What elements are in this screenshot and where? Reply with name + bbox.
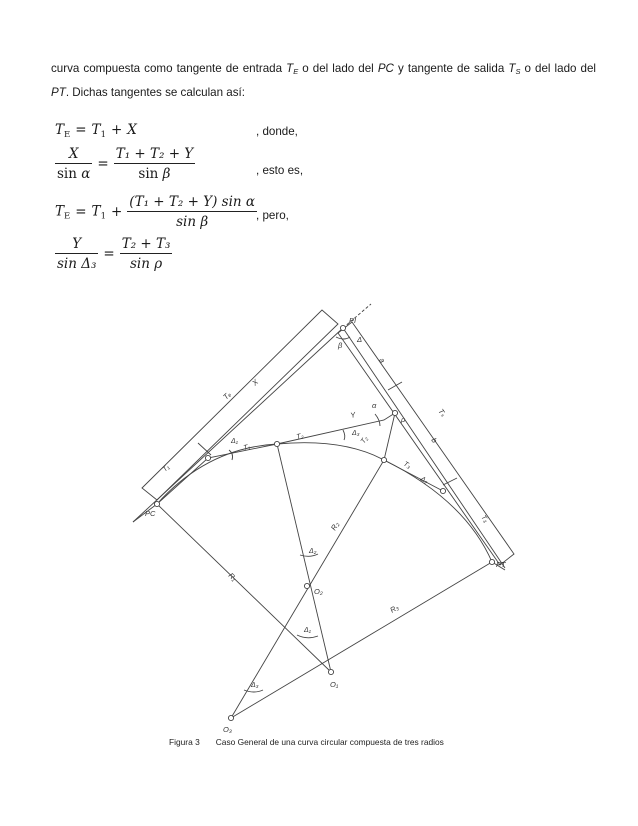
equation-3: $T_E = T_1$ + $\frac{\text{(T₁ + T₂ + Y) sin α}}{\text{sin β}}$ <box>55 194 256 230</box>
label-alpha: α <box>372 401 377 410</box>
label-b: b <box>429 436 440 445</box>
arc-radius-1 <box>157 444 277 504</box>
arc-radius-3 <box>384 460 492 562</box>
label-d3-top: Δ₃ <box>352 430 360 437</box>
label-r3: R₃ <box>388 602 401 615</box>
label-x: X <box>250 377 261 388</box>
equation-4: $\frac{Y}{\text{sin Δ₃}}$ = $\frac{\text{T₂ + T₃}}{\text{sin ρ}}$ <box>57 236 171 272</box>
t3-point <box>440 488 445 493</box>
pcc2-point <box>381 457 386 462</box>
pc-point <box>154 501 159 506</box>
radius-3-line <box>231 562 492 718</box>
figure-caption-text: Caso General de una curva circular compuesta de tres radios <box>215 737 444 747</box>
label-r1: R₁ <box>226 570 239 583</box>
label-d1-low: Δ₁ <box>304 627 311 634</box>
angle-arc-delta1 <box>229 450 233 460</box>
t1-point <box>205 455 210 460</box>
label-rho: ρ <box>401 415 406 424</box>
intro-paragraph: curva compuesta como tangente de entrada $T_E$ o del lado del PC y tangente de salida $T_S$ o del lado del PT. Dichas tangentes se calculan así: <box>51 62 596 99</box>
angle-arc-delta3 <box>375 414 380 426</box>
pt-point <box>489 559 494 564</box>
label-o1: O₁ <box>330 680 339 689</box>
tangent-intersection-point <box>392 410 397 415</box>
label-pi: PI <box>349 316 357 325</box>
label-pt: PT <box>496 560 506 569</box>
label-te: Tₑ <box>221 389 233 402</box>
o3-point <box>228 715 233 720</box>
label-delta: Δ <box>357 335 363 344</box>
label-y: Y <box>349 410 357 420</box>
equation-3-condition: , pero, <box>256 209 289 222</box>
angle-arc-o1 <box>297 635 318 638</box>
label-pc: PC <box>145 509 156 518</box>
equation-1-condition: , donde, <box>256 125 298 138</box>
label-d3-low: Δ₃ <box>251 682 259 689</box>
label-o3: O₃ <box>223 725 232 734</box>
figure-number: Figura 3 <box>169 737 200 747</box>
tangent-extension-line <box>343 304 371 328</box>
equation-1: $T_E = T_1 + X$ <box>55 122 137 140</box>
o2-point <box>304 583 309 588</box>
equation-3-fraction: $\frac{\text{(T₁ + T₂ + Y) sin α}}{\text{sin β}}$ <box>129 194 256 230</box>
label-t3-a: T₃ <box>402 460 412 471</box>
figure-caption <box>169 737 444 747</box>
tangent-segment-upper <box>384 413 395 460</box>
label-d2-mid: Δ₂ <box>309 548 317 555</box>
label-a: a <box>377 356 388 365</box>
label-t3-b: T₃ <box>479 514 490 524</box>
label-t2-b: T₂ <box>359 435 370 446</box>
angle-arc-delta2 <box>343 430 345 440</box>
o1-point <box>328 669 333 674</box>
exit-tangent-line <box>343 328 505 568</box>
equation-2: $\frac{X}{\text{sin α}}$ = $\frac{\text{T₁ + T₂ + Y}}{\text{sin β}}$ <box>57 146 194 182</box>
label-o2: O₂ <box>314 587 323 596</box>
equation-4-left-fraction: $\frac{Y}{\text{sin Δ₃}}$ <box>57 236 97 272</box>
angle-arc-pi <box>336 337 350 339</box>
compound-curve-diagram <box>0 290 638 735</box>
label-d2-top: Δ₂ <box>419 475 429 486</box>
equation-4-right-fraction: $\frac{\text{T₂ + T₃}}{\text{sin ρ}}$ <box>121 236 171 272</box>
label-beta: β <box>338 341 343 350</box>
pi-point <box>340 325 345 330</box>
label-t1-top: T₁ <box>242 443 251 452</box>
pcc1-point <box>274 441 279 446</box>
equation-2-right-fraction: $\frac{\text{T₁ + T₂ + Y}}{\text{sin β}}$ <box>115 146 194 182</box>
arc-radius-2 <box>277 443 384 460</box>
label-d1-top: Δ₁ <box>231 438 238 445</box>
entry-dimension-band <box>142 310 338 500</box>
tangent-polyline <box>157 413 395 504</box>
label-r2: R₂ <box>328 520 341 532</box>
equation-2-condition: , esto es, <box>256 164 304 177</box>
equation-2-left-fraction: $\frac{X}{\text{sin α}}$ <box>57 146 91 182</box>
label-t2-a: T₂ <box>295 432 305 441</box>
label-t1-left: T₁ <box>161 463 172 474</box>
label-ts: Tₛ <box>436 407 448 419</box>
